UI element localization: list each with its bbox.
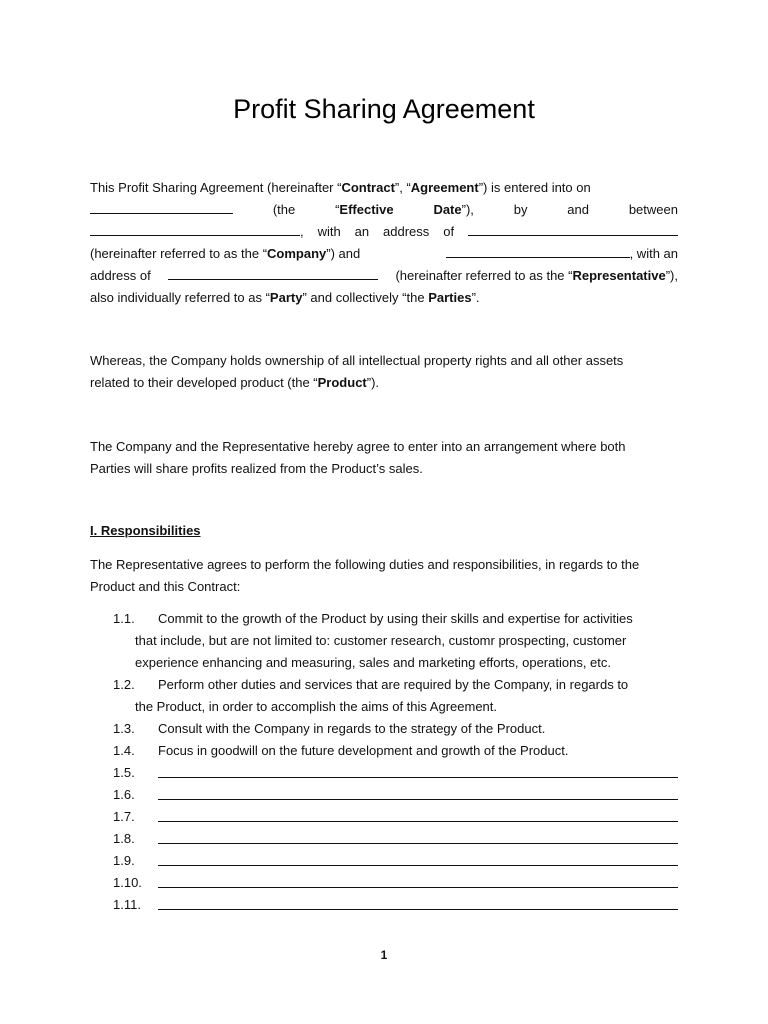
date-blank[interactable] bbox=[90, 199, 233, 214]
list-item bbox=[113, 718, 678, 740]
section-heading: I. Responsibilities bbox=[90, 523, 201, 538]
item-text: that include, but are not limited to: customer research, customr prospecting, customer bbox=[135, 633, 627, 648]
blank-list-item bbox=[113, 872, 678, 894]
item-number: 1.6. bbox=[113, 787, 135, 802]
whereas-paragraph bbox=[90, 350, 678, 394]
blank-list-item bbox=[113, 828, 678, 850]
intro-line-6: also individually referred to as “Party” and collectively “the Parties”. bbox=[90, 290, 480, 305]
item-number: 1.4. bbox=[113, 743, 135, 758]
intro-line-4: (hereinafter referred to as the “Company”) and , with an bbox=[90, 243, 678, 265]
item-number: 1.9. bbox=[113, 853, 135, 868]
blank-list-item bbox=[113, 894, 678, 916]
intro-line-2: (the “Effective Date”), by and between bbox=[90, 199, 678, 221]
section-intro-line-1: The Representative agrees to perform the following duties and responsibilities, in regards to the bbox=[90, 557, 640, 572]
item-text: Commit to the growth of the Product by using their skills and expertise for activities bbox=[158, 611, 633, 626]
list-item bbox=[113, 674, 678, 718]
company-address-blank[interactable] bbox=[468, 221, 678, 236]
item-number: 1.11. bbox=[113, 897, 141, 912]
item-number: 1.3. bbox=[113, 721, 135, 736]
item-text: Focus in goodwill on the future development and growth of the Product. bbox=[158, 743, 569, 758]
page-number: 1 bbox=[380, 948, 388, 962]
fill-in-line[interactable] bbox=[158, 762, 678, 778]
blank-list-item bbox=[113, 806, 678, 828]
item-number: 1.10. bbox=[113, 875, 142, 890]
fill-in-line[interactable] bbox=[158, 850, 678, 866]
intro-line-5: address of (hereinafter referred to as the “Representative”), bbox=[90, 265, 678, 287]
item-number: 1.8. bbox=[113, 831, 135, 846]
item-number: 1.7. bbox=[113, 809, 135, 824]
fill-in-line[interactable] bbox=[158, 806, 678, 822]
section-intro bbox=[90, 554, 678, 598]
fill-in-line[interactable] bbox=[158, 828, 678, 844]
item-text: Perform other duties and services that are required by the Company, in regards to bbox=[158, 677, 629, 692]
page-title: Profit Sharing Agreement bbox=[233, 94, 535, 124]
arrangement-paragraph bbox=[90, 436, 678, 480]
arrangement-line-2: Parties will share profits realized from the Product’s sales. bbox=[90, 461, 423, 476]
blank-items-list bbox=[113, 762, 678, 916]
fill-in-line[interactable] bbox=[158, 894, 678, 910]
representative-address-blank[interactable] bbox=[168, 265, 378, 280]
blank-list-item bbox=[113, 784, 678, 806]
intro-paragraph bbox=[90, 177, 678, 309]
item-text: the Product, in order to accomplish the aims of this Agreement. bbox=[135, 699, 498, 714]
arrangement-line-1: The Company and the Representative hereby agree to enter into an arrangement where both bbox=[90, 439, 626, 454]
fill-in-line[interactable] bbox=[158, 872, 678, 888]
fill-in-line[interactable] bbox=[158, 784, 678, 800]
item-number: 1.5. bbox=[113, 765, 135, 780]
item-number: 1.1. bbox=[113, 611, 135, 626]
whereas-line-1: Whereas, the Company holds ownership of all intellectual property rights and all other assets bbox=[90, 353, 624, 368]
item-text: Consult with the Company in regards to the strategy of the Product. bbox=[158, 721, 546, 736]
representative-name-blank[interactable] bbox=[446, 243, 630, 258]
item-text: experience enhancing and measuring, sales and marketing efforts, operations, etc. bbox=[135, 655, 611, 670]
company-name-blank[interactable] bbox=[90, 221, 300, 236]
intro-line-3: , with an address of bbox=[90, 221, 678, 243]
blank-list-item bbox=[113, 762, 678, 784]
list-item bbox=[113, 608, 678, 674]
blank-list-item bbox=[113, 850, 678, 872]
list-item bbox=[113, 740, 678, 762]
whereas-line-2: related to their developed product (the “Product”). bbox=[90, 375, 380, 390]
item-number: 1.2. bbox=[113, 677, 135, 692]
section-intro-line-2: Product and this Contract: bbox=[90, 579, 241, 594]
intro-line-1: This Profit Sharing Agreement (hereinafter “Contract”, “Agreement”) is entered into on bbox=[90, 180, 591, 195]
